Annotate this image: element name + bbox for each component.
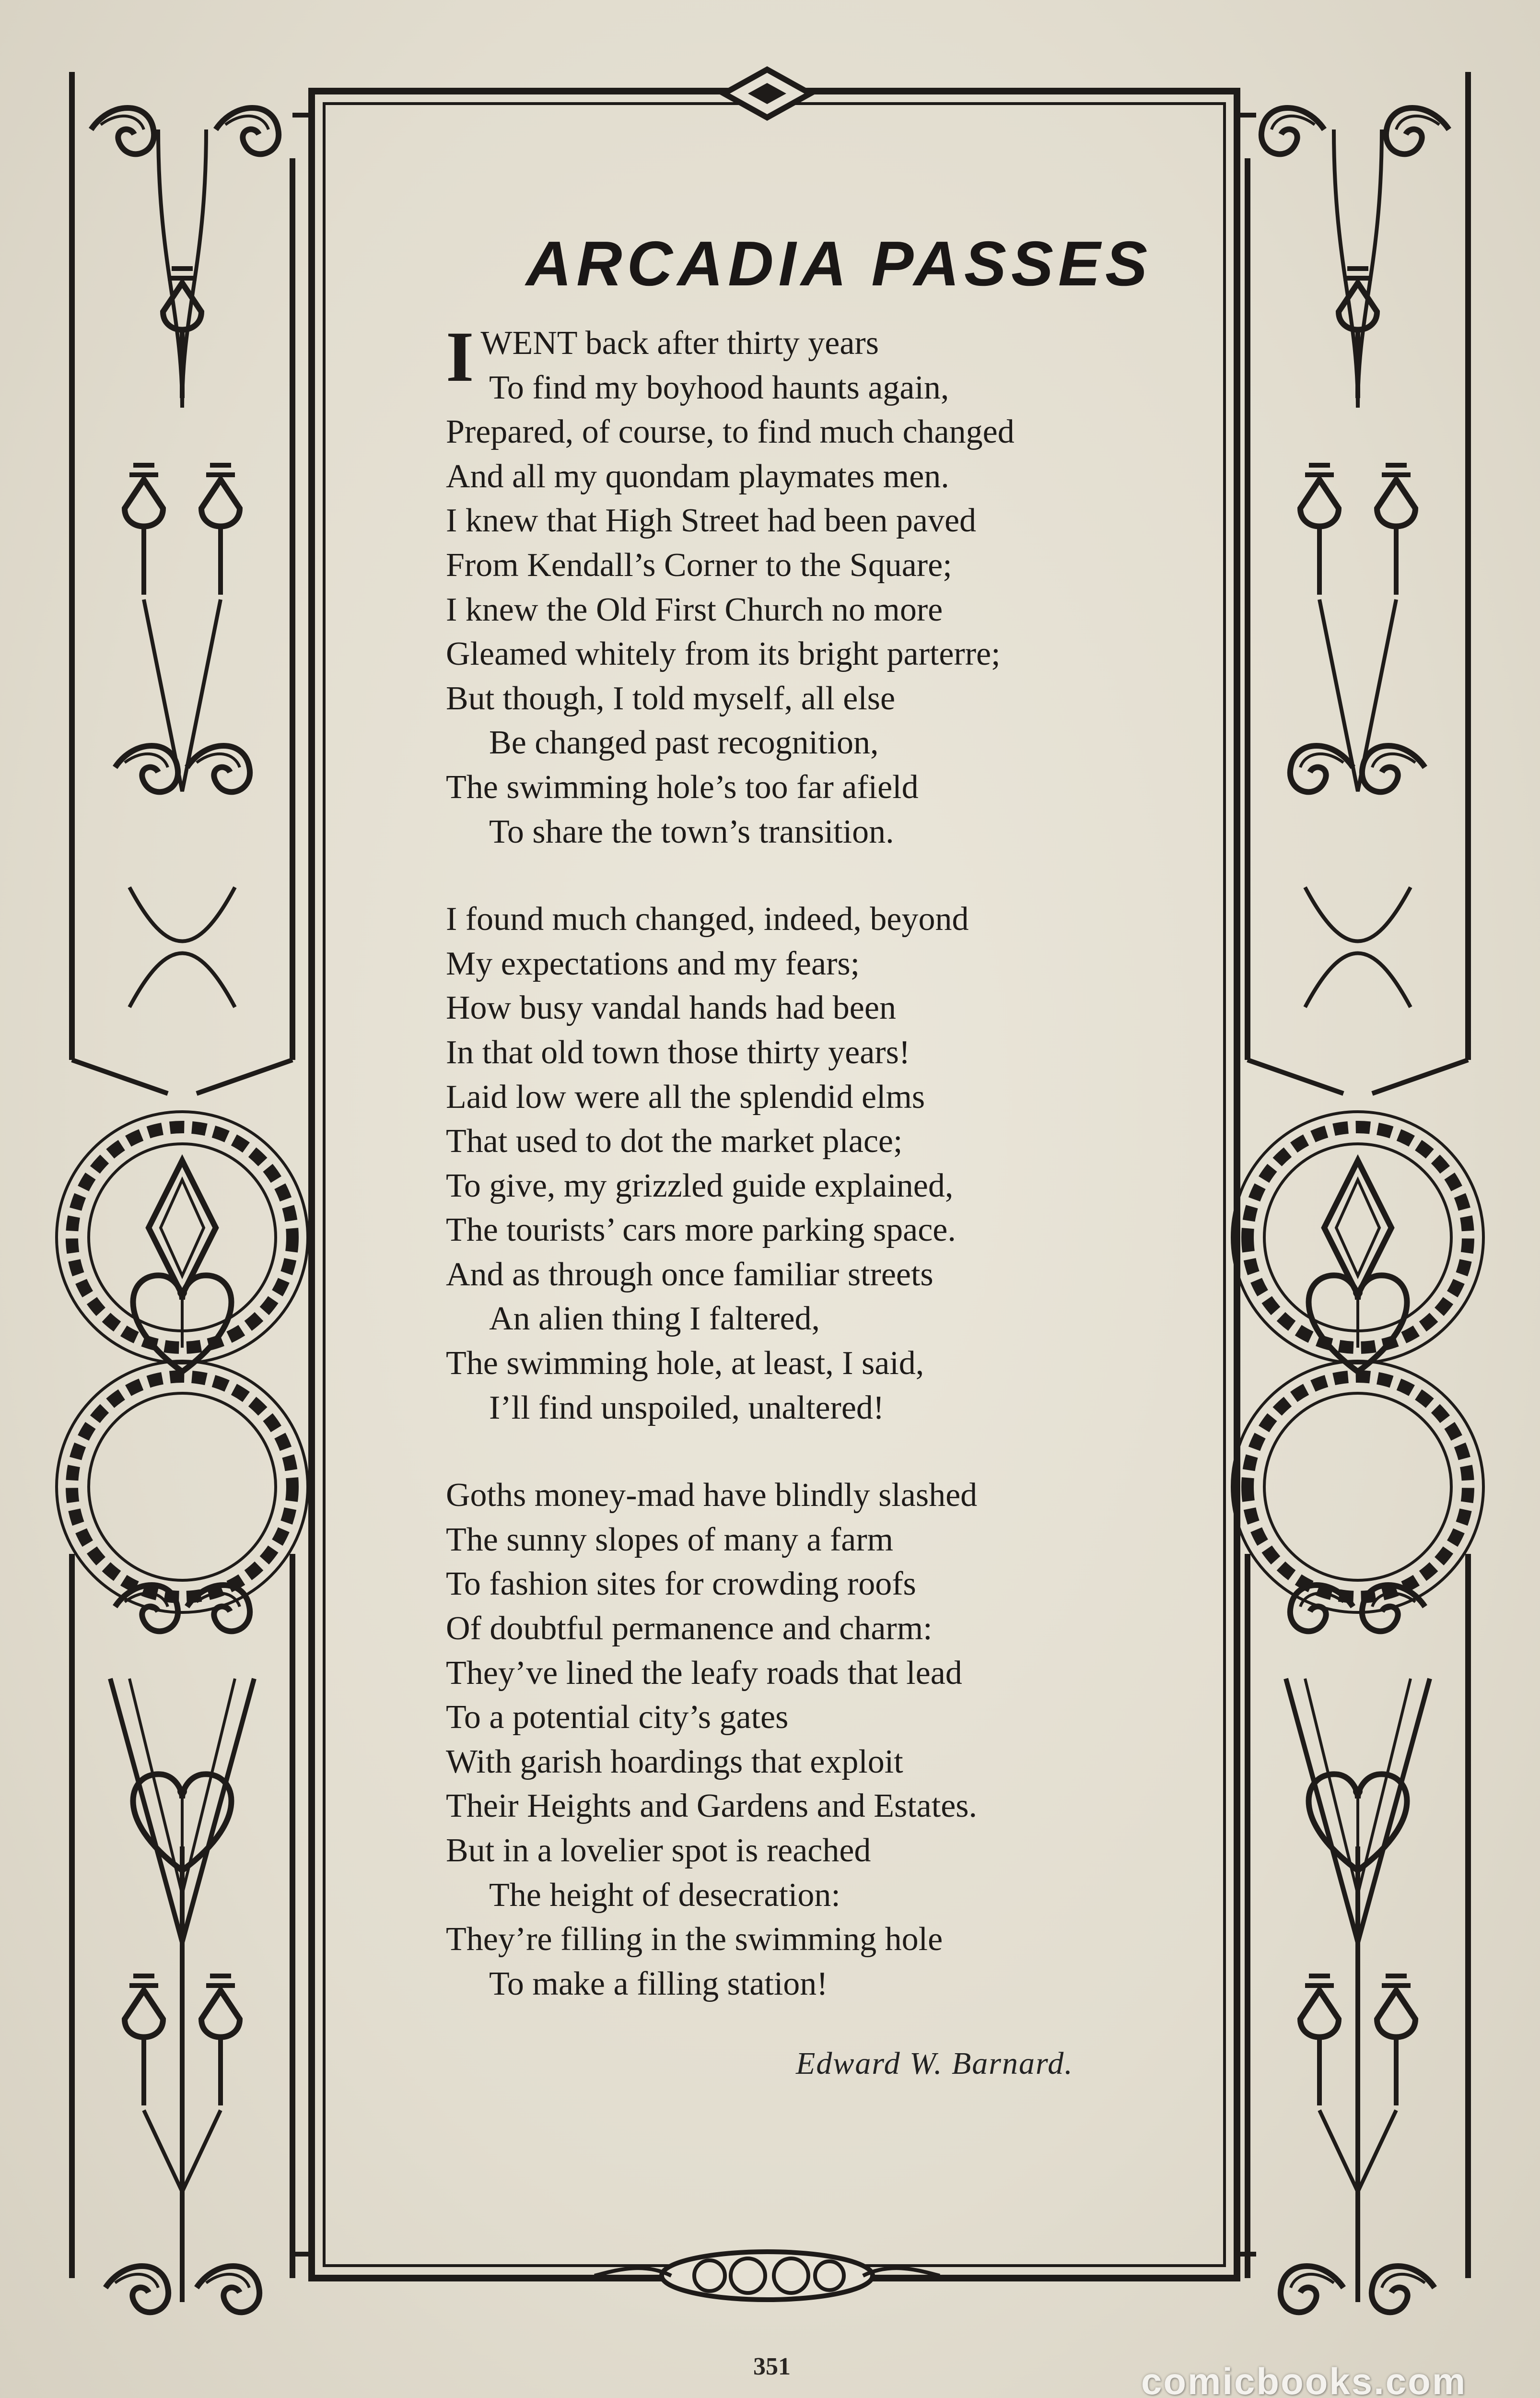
drop-cap: I (446, 317, 474, 397)
poem-line: The swimming hole’s too far afield (446, 768, 919, 806)
watermark: comicbooks.com (1141, 2360, 1467, 2398)
poem-line: To find my boyhood haunts again, (489, 369, 949, 406)
poem-line: The height of desecration: (489, 1876, 840, 1914)
poem-line: And all my quondam playmates men. (446, 458, 949, 495)
page-number: 351 (753, 2353, 791, 2380)
poem-line: I found much changed, indeed, beyond (446, 901, 969, 938)
stanza (446, 1473, 1242, 2006)
poem-line: The tourists’ cars more parking space. (446, 1211, 956, 1249)
poem-line: And as through once familiar streets (446, 1256, 933, 1293)
stanza (446, 897, 1242, 1430)
poem-line: Of doubtful permanence and charm: (446, 1610, 933, 1647)
poem-line: Be changed past recognition, (489, 724, 879, 762)
poem-stanzas (446, 317, 1242, 2006)
poem-line: Prepared, of course, to find much changed (446, 413, 1015, 451)
poem-line: I knew that High Street had been paved (446, 502, 977, 540)
poem-line: Gleamed whitely from its bright parterre; (446, 635, 1001, 673)
poem-line: An alien thing I faltered, (489, 1300, 820, 1338)
poem-line: To a potential city’s gates (446, 1699, 789, 1736)
poem-line: Their Heights and Gardens and Estates. (446, 1787, 978, 1825)
poem-line: Goths money-mad have blindly slashed (446, 1477, 978, 1514)
poem-line: To make a filling station! (489, 1965, 828, 2002)
poem-line: How busy vandal hands had been (446, 989, 896, 1027)
poem-line: In that old town those thirty years! (446, 1034, 910, 1071)
poem-author: Edward W. Barnard. (796, 2046, 1073, 2081)
first-line-rest: WENT back after thirty years (480, 325, 879, 362)
poem-block (446, 230, 1242, 2006)
poem-line: I knew the Old First Church no more (446, 591, 943, 628)
poem-line: My expectations and my fears; (446, 945, 860, 982)
poem-line: They’re filling in the swimming hole (446, 1921, 943, 1958)
stanza (446, 317, 1242, 854)
poem-line: To share the town’s transition. (489, 813, 894, 850)
poem-line: From Kendall’s Corner to the Square; (446, 546, 952, 584)
poem-line: I’ll find unspoiled, unaltered! (489, 1389, 885, 1426)
poem-line: With garish hoardings that exploit (446, 1743, 903, 1780)
poem-line: But in a lovelier spot is reached (446, 1832, 871, 1869)
poem-line: They’ve lined the leafy roads that lead (446, 1654, 962, 1692)
poem-line: That used to dot the market place; (446, 1123, 903, 1160)
poem-line: To fashion sites for crowding roofs (446, 1565, 916, 1603)
poem-line: The swimming hole, at least, I said, (446, 1345, 924, 1382)
poem-line: To give, my grizzled guide explained, (446, 1167, 954, 1204)
poem-line: But though, I told myself, all else (446, 680, 896, 717)
poem-title: ARCADIA PASSES (525, 228, 1153, 299)
poem-line: The sunny slopes of many a farm (446, 1521, 894, 1558)
poem-line: Laid low were all the splendid elms (446, 1078, 925, 1116)
